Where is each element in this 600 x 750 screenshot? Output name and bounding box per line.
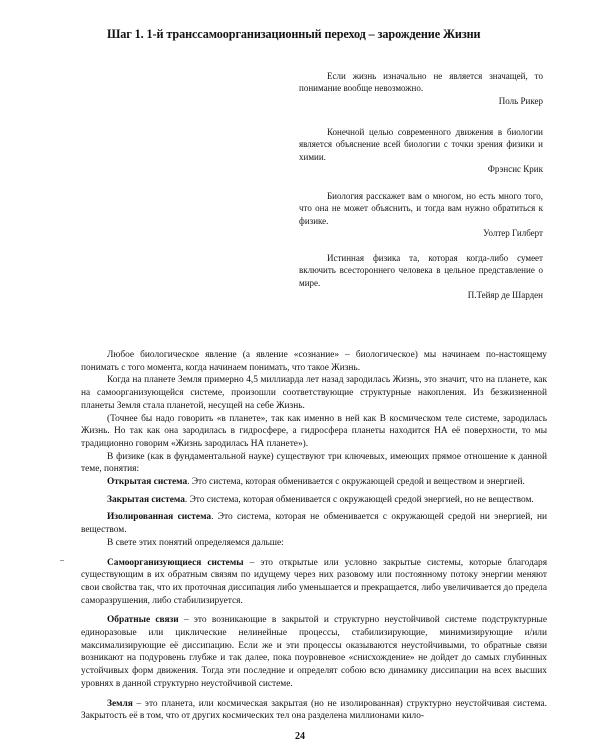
definition-text: . Это система, которая обменивается с окружающей средой и веществом и энергией.	[187, 477, 525, 488]
epigraph	[299, 70, 543, 107]
term: Изолированная система	[107, 512, 212, 523]
scan-mark	[60, 560, 64, 561]
paragraph: В свете этих понятий определяемся дальше:	[107, 537, 284, 548]
epigraph	[299, 190, 543, 239]
epigraph-author: П.Тейяр де Шарден	[467, 289, 543, 300]
epigraph-author: Поль Рикер	[498, 95, 543, 106]
paragraph: Когда на планете Земля примерно 4,5 миллиарда лет назад зародилась Жизнь, это значит, что на планете, как на самоорганизующейся системе, произошли соответствующие структурные накопления. Из безжизненной планеты Земля стала планетой, несущей на себе Жизнь.	[81, 375, 547, 411]
definition-text: . Это система, которая обменивается с окружающей средой энергией, но не веществом.	[184, 494, 534, 505]
definition-feedback	[81, 614, 547, 690]
paragraph: Любое биологическое явление (а явление «сознание» – биологическое) мы начинаем по-настоящему понимать с того момента, когда начинаем понимать, что такое Жизнь.	[81, 350, 547, 373]
epigraph-quote: Если жизнь изначально не является значащей, то понимание вообще невозможно.	[299, 71, 543, 94]
definition-text: – это возникающие в закрытой и структурно неустойчивой системе подструктурные единоразовые или циклические нелинейные процессы, стабилизирующие, минимизирующие и/или максимализирующие её диссипацию. Если же и эти процессы оказываются неустойчивыми, то обратные связи возникают на подуровень глубже и так далее, пока поуровневое «снисхождение» не дойдет до самых глубинных устойчивых форм движения. Тогда эти последние и определят собою всю динамику диссипации на всех высших уровнях в данной структурно неустойчивой системе.	[81, 615, 547, 689]
term: Обратные связи	[107, 615, 179, 626]
definition-open-system	[81, 476, 547, 489]
page-number: 24	[295, 731, 305, 742]
definition-self-organizing	[81, 557, 547, 608]
chapter-heading: Шаг 1. 1-й транссамоорганизационный переход – зарождение Жизни	[107, 27, 481, 41]
epigraph-quote: Конечной целью современного движения в биологии является объяснение всей биологии с точки зрения физики и химии.	[299, 127, 543, 162]
definition-isolated-system	[81, 511, 547, 536]
term: Открытая система	[107, 477, 188, 488]
definition-text: – это планета, или космическая закрытая (но не изолированная) структурно неустойчивая система. Закрытость её в том, что от других космических тел она разделена миллионами кило-	[81, 698, 547, 722]
term: Самоорганизующиеся системы	[107, 557, 244, 568]
definition-text: . Это система, которая не обменивается с окружающей средой ни энергией, ни веществом.	[81, 512, 547, 536]
epigraph-author: Фрэнсис Крик	[487, 163, 543, 174]
epigraph-author: Уолтер Гилберт	[483, 227, 543, 238]
epigraph	[299, 126, 543, 175]
epigraph-quote: Биология расскажет вам о многом, но есть много того, что она не может объяснить, и тогда вам нужно обратиться к физике.	[299, 191, 543, 226]
epigraph-quote: Истинная физика та, которая когда-либо сумеет включить всестороннего человека в цельное представление о мире.	[299, 253, 543, 288]
paragraph: (Точнее бы надо говорить «в планете», так как именно в ней как В космическом теле системе, зародилась Жизнь. Но так как она зародилась в гидросфере, а гидросфера планеты находится НА её поверхности, то мы традиционно говорим «Жизнь зародилась НА планете»).	[81, 413, 547, 449]
paragraph: В физике (как в фундаментальной науке) существуют три ключевых, имеющих прямое отношение к данной теме, понятия:	[81, 451, 547, 475]
epigraph	[299, 252, 543, 301]
definition-earth	[81, 698, 547, 723]
definition-closed-system	[81, 494, 547, 507]
main-text	[81, 349, 547, 723]
term: Закрытая система	[107, 494, 185, 505]
term: Земля	[107, 698, 133, 709]
definition-text: – это открытые или условно закрытые системы, которые благодаря существующим в их обратным связям по идущему через них разовому или постоянному потоку энергии меняют свои свойства так, что их проточная диссипация либо уменьшается и прекращается, либо увеличивается до предела саморазрушения, либо стабилизируется.	[81, 557, 548, 606]
